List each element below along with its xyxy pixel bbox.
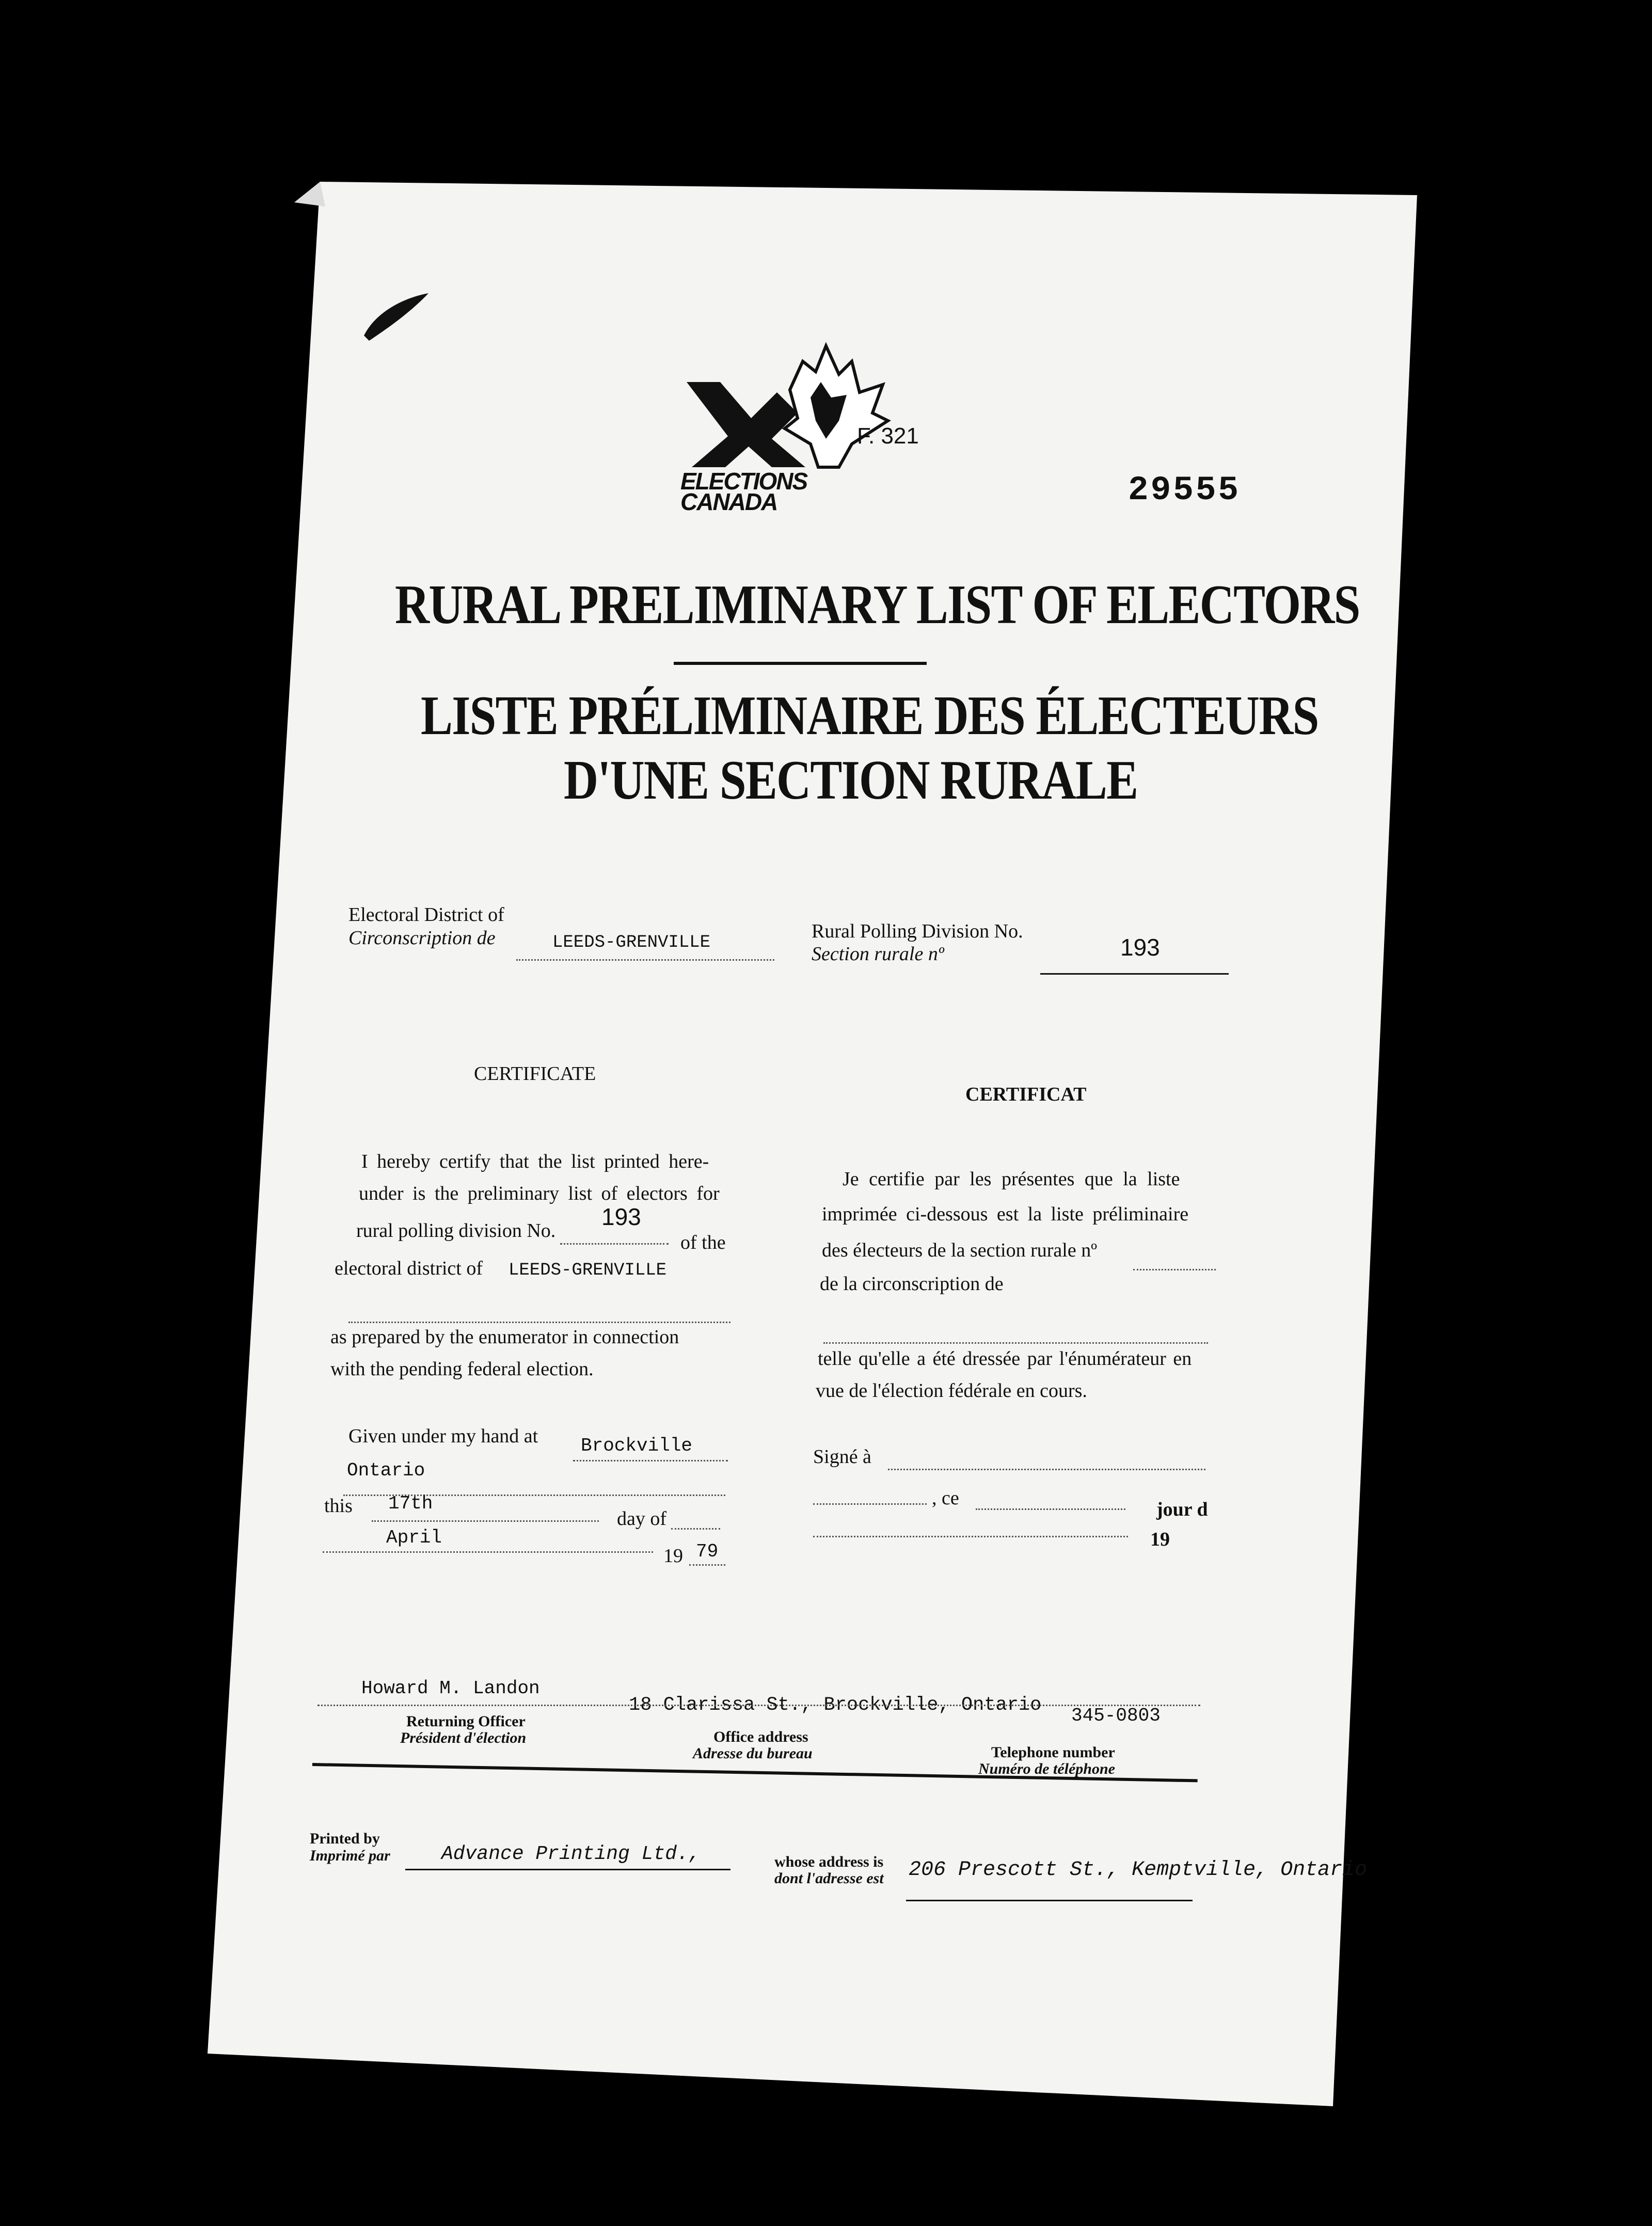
month-value: April bbox=[386, 1527, 442, 1548]
cert-en-district-underline bbox=[348, 1322, 730, 1323]
cert-en-line-3: rural polling division No. bbox=[356, 1220, 556, 1242]
ce-underline bbox=[976, 1508, 1125, 1510]
district-value: LEEDS-GRENVILLE bbox=[552, 933, 711, 952]
officer-label-fr: Président d'élection bbox=[400, 1729, 527, 1746]
cert-fr-division-underline bbox=[1133, 1269, 1216, 1270]
district-label-fr: Circonscription de bbox=[348, 927, 496, 949]
officer-address: 18 Clarissa St., Brockville, Ontario bbox=[629, 1694, 1042, 1716]
day-underline bbox=[372, 1520, 599, 1522]
cert-en-line-1: I hereby certify that the list printed here- bbox=[361, 1151, 709, 1172]
title-french-line1: LISTE PRÉLIMINAIRE DES ÉLECTEURS bbox=[421, 685, 1319, 746]
cert-fr-line-6: vue de l'élection fédérale en cours. bbox=[816, 1380, 1087, 1402]
given-place-underline1 bbox=[573, 1460, 728, 1461]
printer-name-underline bbox=[405, 1869, 730, 1870]
day-of-underline bbox=[671, 1528, 720, 1530]
year-prefix-en: 19 bbox=[663, 1545, 683, 1567]
printer-address-label-fr: dont l'adresse est bbox=[774, 1870, 884, 1887]
ce-label: , ce bbox=[932, 1487, 959, 1509]
cert-fr-line-3: des électeurs de la section rurale nº bbox=[822, 1239, 1097, 1261]
year-value: 79 bbox=[696, 1541, 719, 1562]
polling-underline bbox=[1040, 973, 1229, 975]
given-label: Given under my hand at bbox=[348, 1425, 538, 1447]
signed-underline2 bbox=[813, 1503, 927, 1505]
form-code: F. 321 bbox=[857, 423, 919, 449]
given-place-line1: Brockville bbox=[581, 1435, 693, 1456]
district-underline bbox=[516, 959, 774, 961]
cert-en-line-6: as prepared by the enumerator in connection bbox=[330, 1326, 679, 1348]
printer-label-fr: Imprimé par bbox=[310, 1847, 390, 1864]
given-place-line2: Ontario bbox=[347, 1460, 425, 1481]
cert-en-line-2: under is the preliminary list of electors for bbox=[359, 1183, 720, 1204]
polling-label-en: Rural Polling Division No. bbox=[812, 920, 1023, 942]
signed-label: Signé à bbox=[813, 1446, 871, 1468]
certificate-heading-fr: CERTIFICAT bbox=[965, 1084, 1087, 1105]
cert-fr-line-2: imprimée ci-dessous est la liste préliminaire bbox=[822, 1203, 1189, 1225]
day-value: 17th bbox=[388, 1493, 433, 1514]
address-label-en: Office address bbox=[713, 1728, 808, 1745]
phone-label-fr: Numéro de téléphone bbox=[978, 1760, 1115, 1777]
address-label-fr: Adresse du bureau bbox=[693, 1745, 813, 1762]
printer-name: Advance Printing Ltd., bbox=[441, 1843, 701, 1865]
cert-en-division-value: 193 bbox=[601, 1203, 641, 1230]
certificate-heading-en: CERTIFICATE bbox=[474, 1063, 596, 1085]
jour-label: jour d bbox=[1156, 1499, 1208, 1520]
cert-fr-line-4: de la circonscription de bbox=[820, 1273, 1004, 1295]
day-of-label: day of bbox=[617, 1508, 667, 1530]
officer-name: Howard M. Landon bbox=[361, 1678, 540, 1699]
serial-number: 29555 bbox=[1128, 471, 1241, 510]
phone-label-en: Telephone number bbox=[991, 1744, 1115, 1761]
district-label-en: Electoral District of bbox=[348, 904, 504, 926]
printer-address: 206 Prescott St., Kemptville, Ontario bbox=[909, 1858, 1368, 1882]
logo-line-canada: CANADA bbox=[680, 488, 777, 515]
cert-en-line-4: of the bbox=[680, 1232, 726, 1253]
printer-address-underline bbox=[906, 1900, 1193, 1901]
month-underline bbox=[323, 1551, 653, 1553]
cert-fr-district-underline bbox=[823, 1342, 1208, 1344]
signed-underline bbox=[888, 1469, 1205, 1470]
jour-underline2 bbox=[813, 1536, 1128, 1537]
cert-fr-line-1: Je certifie par les présentes que la liste bbox=[843, 1168, 1180, 1190]
cert-en-division-underline bbox=[560, 1243, 669, 1245]
printer-address-label-en: whose address is bbox=[774, 1853, 884, 1870]
logo-line-elections: ELECTIONS bbox=[680, 468, 807, 495]
polling-label-fr: Section rurale nº bbox=[812, 943, 944, 965]
this-label: this bbox=[324, 1495, 353, 1517]
polling-value: 193 bbox=[1120, 934, 1160, 961]
cert-fr-line-5: telle qu'elle a été dressée par l'énumérateur en bbox=[818, 1348, 1192, 1370]
cert-en-line-7: with the pending federal election. bbox=[330, 1358, 594, 1380]
officer-label-en: Returning Officer bbox=[406, 1713, 526, 1730]
title-english: RURAL PRELIMINARY LIST OF ELECTORS bbox=[395, 574, 1360, 635]
cert-en-district-value: LEEDS-GRENVILLE bbox=[509, 1261, 667, 1280]
year-prefix-fr: 19 bbox=[1150, 1529, 1170, 1550]
cert-en-line-5: electoral district of bbox=[335, 1258, 483, 1279]
year-underline bbox=[689, 1564, 725, 1566]
printer-label-en: Printed by bbox=[310, 1830, 380, 1847]
title-divider bbox=[674, 662, 927, 665]
logo-wordmark bbox=[680, 468, 807, 515]
title-french-line2: D'UNE SECTION RURALE bbox=[564, 750, 1138, 811]
officer-underline bbox=[317, 1705, 1200, 1706]
officer-phone: 345-0803 bbox=[1071, 1705, 1161, 1726]
